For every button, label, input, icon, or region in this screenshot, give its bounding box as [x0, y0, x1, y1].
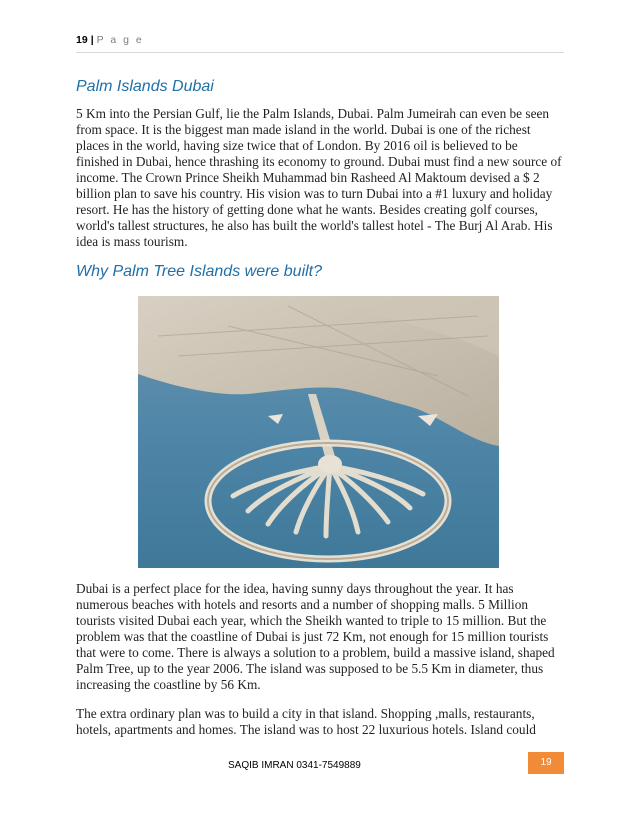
section-title-why-built: Why Palm Tree Islands were built? [76, 263, 323, 280]
paragraph-reasons: Dubai is a perfect place for the idea, having sunny days throughout the year. It has numerous beaches with hotels and resorts and a number of shopping malls. 5 Million tourists visited Dubai each year, which the Sheikh wanted to triple to 15 million. But the problem was that the coastline of Dubai is just 72 Km, not enough for 15 million tourists that were to come. There is always a solution to a problem, build a massive island, shaped Palm Tree, up to the year 2006. The island was supposed to be 5.5 Km in diameter, thus increasing the coastline by 56 Km. [76, 581, 555, 692]
footer-author: SAQIB IMRAN 0341-7549889 [228, 760, 361, 771]
footer-page-badge: 19 [528, 752, 564, 774]
header-page-label: P a g e [96, 34, 144, 46]
page-header [76, 34, 564, 53]
paragraph-intro: 5 Km into the Persian Gulf, lie the Palm Islands, Dubai. Palm Jumeirah can even be seen from space. It is the biggest man made island in the world. Dubai is one of the richest places in the world, having size twice that of London. By 2016 oil is believed to be finished in Dubai, hence thrashing its economy to ground. Dubai must find a new source of income. The Crown Prince Sheikh Muhammad bin Rasheed Al Maktoum devised a $ 2 billion plan to save his country. His vision was to turn Dubai into a #1 luxury and holiday resort. He has the history of getting done what he wants. Besides creating golf courses, world's tallest structures, he also has built the world's tallest hotel - The Burj Al Arab. His idea is mass tourism. [76, 106, 562, 249]
palm-island-aerial-photo [138, 296, 499, 568]
paragraph-city-plan: The extra ordinary plan was to build a city in that island. Shopping ,malls, restaurants, hotels, apartments and homes. The island was to host 22 luxurious hotels. Island could [76, 706, 536, 737]
header-page-number: 19 [76, 34, 88, 46]
section-title-palm-islands: Palm Islands Dubai [76, 78, 214, 95]
header-separator: | [90, 34, 94, 46]
